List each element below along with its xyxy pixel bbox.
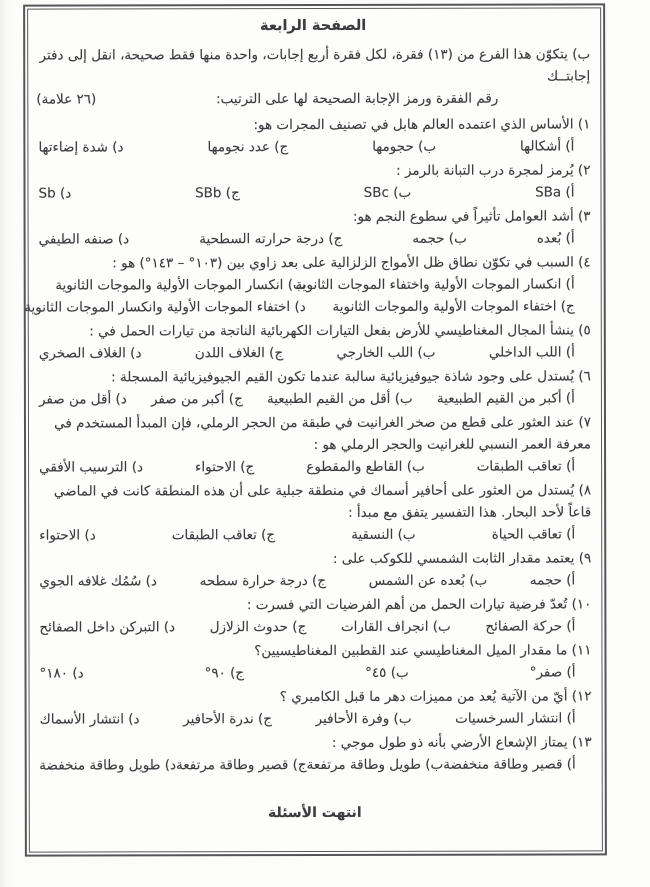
option-c: ج) أكبر من صفر xyxy=(150,391,243,408)
question-2-options xyxy=(36,181,590,204)
question-6 xyxy=(37,365,591,410)
question-12-text: ١٢) أيّ من الآتية يُعد من مميزات دهر ما قبل الكامبري ؟ xyxy=(279,688,592,706)
option-a: أ) تعاقب الحياة xyxy=(491,526,576,543)
question-7 xyxy=(37,411,591,478)
option-a: أ) اللب الداخلي xyxy=(488,344,575,361)
option-b: ب) طويل وطاقة مرتفعة xyxy=(306,756,444,774)
option-d: د) انتشار الأسماك xyxy=(39,711,140,728)
question-10 xyxy=(37,593,591,638)
question-11 xyxy=(37,639,591,684)
option-a: أ) انتشار السرخسيات xyxy=(455,710,576,727)
question-3-options xyxy=(37,227,591,250)
section-instructions-line2: رقم الفقرة ورمز الإجابة الصحيحة لها على الترتيب: xyxy=(216,90,499,108)
question-7-options xyxy=(37,455,591,478)
option-b: ب) النسقية xyxy=(351,526,416,543)
question-4-options xyxy=(24,273,591,318)
question-13-text: ١٣) يمتاز الإشعاع الأرضي بأنه ذو طول موجي : xyxy=(331,734,592,751)
option-d: د) طويل وطاقة منخفضة xyxy=(39,757,177,774)
option-a: أ) أشكالها xyxy=(519,138,575,155)
end-of-questions: انتهت الأسئلة xyxy=(267,804,362,822)
option-c: ج) قصير وطاقة مرتفعة xyxy=(175,757,307,774)
page-inner-border xyxy=(24,7,603,852)
question-8 xyxy=(37,479,591,546)
page-double-border xyxy=(23,3,607,856)
question-5 xyxy=(37,319,591,364)
option-c: ج) اختفاء الموجات الأولية والموجات الثانوية xyxy=(332,298,575,315)
option-d: د) الاحتواء xyxy=(39,527,96,544)
question-3-text: ٣) أشد العوامل تأثيراً في سطوع النجم هو: xyxy=(352,208,591,225)
option-d: د) ١٨٠° xyxy=(39,665,84,682)
option-c: ج) SBb xyxy=(195,185,240,202)
option-b: ب) ٤٥° xyxy=(365,664,409,681)
option-b: ب) أقل من القيم الطبيعية xyxy=(266,390,413,408)
option-b: ب) حجومها xyxy=(372,138,437,155)
option-c: ج) ندرة الأحافير xyxy=(183,711,273,728)
question-6-text: ٦) يُستدل على وجود شاذة جيوفيزيائية سالبة عندما تكون القيم الجيوفيزيائية المسجلة : xyxy=(111,368,591,386)
question-5-options xyxy=(37,341,591,364)
question-2-text: ٢) يُرمز لمجرة درب التبانة بالرمز : xyxy=(396,162,591,179)
section-instructions-line1: ب) يتكوّن هذا الفرع من (١٣) فقرة، لكل فقرة أربع إجابات، واحدة منها فقط صحيحة، انقل إلى دفتر إجابتــك xyxy=(39,46,591,85)
question-11-text: ١١) ما مقدار الميل المغناطيسي عند القطبين المغناطيسيين؟ xyxy=(254,642,592,660)
option-b: ب) بُعده عن الشمس xyxy=(368,572,488,589)
option-a: أ) SBa xyxy=(535,184,575,201)
question-6-options xyxy=(37,387,591,410)
question-8-text: ٨) يُستدل من العثور على أحافير أسماك في منطقة جبلية على أن هذه المنطقة كانت في الماضي قاعاً لأحد البحار. هذا التفسير يتفق مع مبدأ : xyxy=(53,482,592,521)
question-5-text: ٥) ينشأ المجال المغناطيسي للأرض بفعل التيارات الكهربائية الناتجة من تيارات الحمل في : xyxy=(89,322,591,340)
page-content xyxy=(24,14,592,824)
option-b: ب) القاطع والمقطوع xyxy=(306,458,425,476)
option-b: ب) اللب الخارجي xyxy=(336,344,436,361)
option-b: ب) انجراف القارات xyxy=(340,618,451,635)
option-a: أ) تعاقب الطبقات xyxy=(476,458,576,475)
option-d: د) صنفه الطيفي xyxy=(38,231,130,248)
option-a: أ) حركة الصفائح xyxy=(485,618,576,635)
option-d: د) الترسيب الأفقي xyxy=(39,459,144,476)
option-d: د) اختفاء الموجات الأولية وانكسار الموجات الثانوية xyxy=(24,299,306,316)
marks-note: (٢٦ علامة) xyxy=(36,91,97,108)
question-13 xyxy=(38,731,592,776)
question-9-options xyxy=(37,569,591,592)
option-c: ج) تعاقب الطبقات xyxy=(171,527,276,544)
question-2 xyxy=(36,159,590,204)
question-9 xyxy=(37,547,591,592)
question-4-text: ٤) السبب في تكوّن نطاق ظل الأمواج الزلزالية على بعد زاوي بين (١٠٣° – ١٤٣°) هو : xyxy=(112,254,591,272)
question-1 xyxy=(36,113,590,158)
question-4 xyxy=(24,251,591,318)
option-c: ج) عدد نجومها xyxy=(207,139,289,156)
question-10-options xyxy=(37,615,591,638)
option-a: أ) حجمه xyxy=(529,572,576,589)
option-a: أ) قصير وطاقة منخفضة xyxy=(443,756,576,773)
option-a: أ) بُعده xyxy=(536,230,575,247)
question-12-options xyxy=(38,707,592,730)
option-a: أ) انكسار الموجات الأولية واختفاء الموجات الثانوية xyxy=(295,276,575,294)
option-a: أ) صفر° xyxy=(529,664,576,681)
option-d: د) شدة إضاءتها xyxy=(38,139,124,156)
option-c: ج) الغلاف اللدن xyxy=(194,345,284,362)
option-a: أ) أكبر من القيم الطبيعية xyxy=(436,390,575,407)
page-title: الصفحة الرابعة xyxy=(259,17,367,35)
question-11-options xyxy=(37,661,591,684)
question-3 xyxy=(37,205,591,250)
question-7-text: ٧) عند العثور على قطع من صخر الغرانيت في طبقة من الحجر الرملي، فإن المبدأ المستخدم في معرفة العمر النسبي للغرانيت والحجر الرملي هو : xyxy=(54,414,592,454)
question-1-options xyxy=(36,135,590,158)
option-b: ب) حجمه xyxy=(412,230,467,247)
option-d: د) التبركن داخل الصفائح xyxy=(39,619,176,636)
section-instructions-row xyxy=(36,87,590,110)
question-13-options xyxy=(38,753,592,776)
option-d: د) سُمُك غلافه الجوي xyxy=(39,573,157,590)
option-d: د) أقل من صفر xyxy=(38,391,127,408)
option-b: ب) انكسار الموجات الأولية والموجات الثانوية xyxy=(55,277,306,294)
question-8-options xyxy=(37,523,591,546)
question-12 xyxy=(38,685,592,730)
option-c: ج) ٩٠° xyxy=(204,665,245,682)
option-c: ج) الاحتواء xyxy=(194,459,255,476)
option-b: ب) وفرة الأحافير xyxy=(315,710,412,727)
option-d: د) الغلاف الصخري xyxy=(38,345,142,362)
question-10-text: ١٠) تُعدّ فرضية تيارات الحمل من أهم الفرضيات التي فسرت : xyxy=(246,596,592,614)
question-1-text: ١) الأساس الذي اعتمده العالم هابل في تصنيف المجرات هو: xyxy=(253,116,591,134)
option-c: ج) درجة حرارته السطحية xyxy=(199,230,343,248)
option-c: ج) درجة حرارة سطحه xyxy=(199,572,327,590)
option-b: ب) SBc xyxy=(363,184,412,201)
option-c: ج) حدوث الزلازل xyxy=(209,619,307,636)
question-9-text: ٩) يعتمد مقدار الثابت الشمسي للكوكب على : xyxy=(332,550,592,567)
option-d: د) Sb xyxy=(38,185,72,202)
